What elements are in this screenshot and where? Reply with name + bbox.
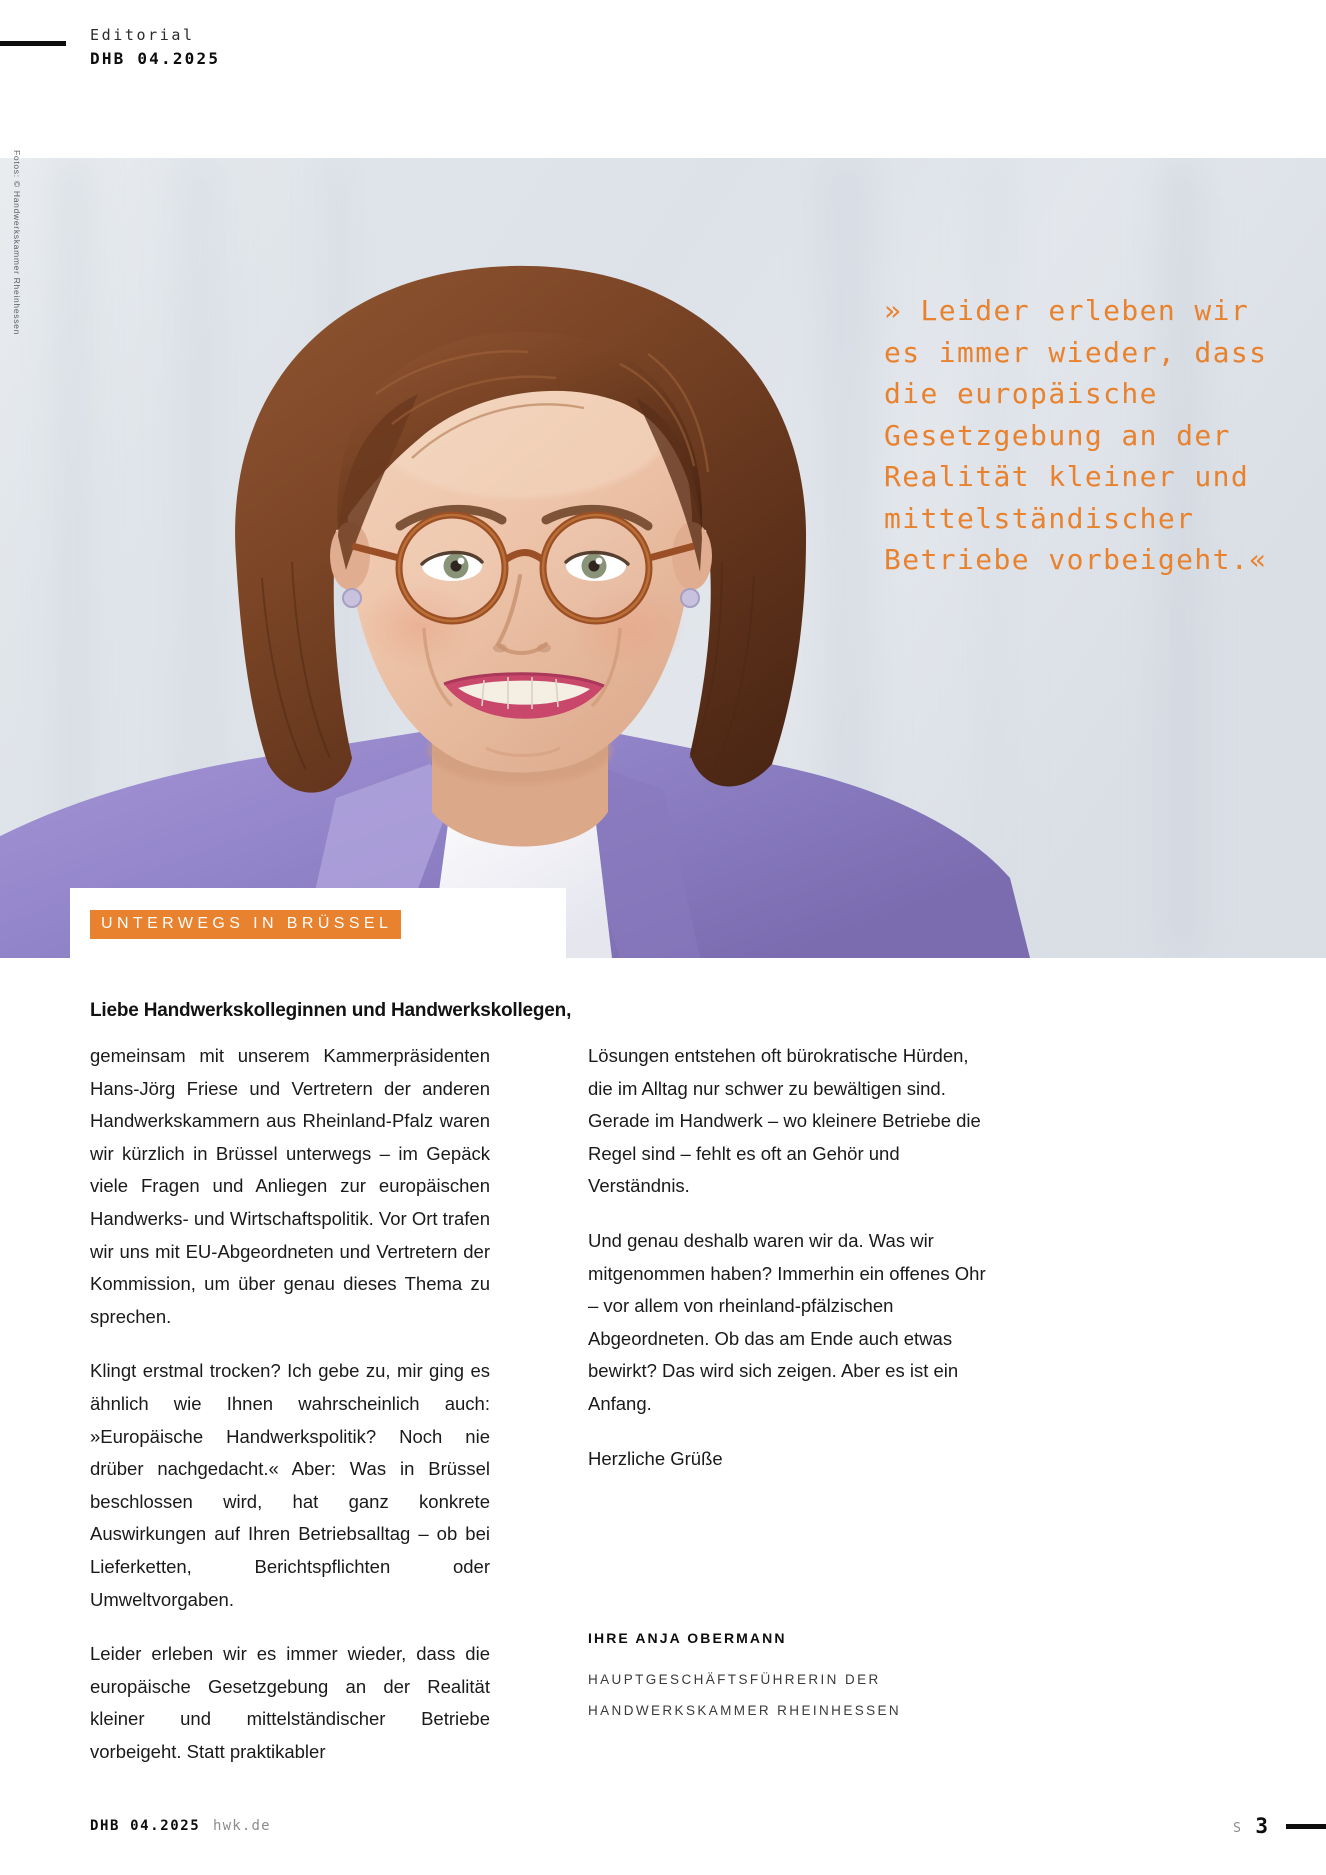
paragraph: Herzliche Grüße — [588, 1447, 723, 1469]
signature-role-line-2: HANDWERKSKAMMER RHEINHESSEN — [588, 1703, 902, 1718]
paragraph: Lösungen entstehen oft bürokratische Hürden, die im Alltag nur schwer zu bewältigen sind. Gerade im Handwerk – wo kleinere Betriebe die Regel sind – fehlt es oft an Gehör und Verständnis. — [588, 1045, 981, 1197]
photo-credit: Fotos: © Handwerkskammer Rheinhessen — [12, 150, 22, 335]
pull-quote: » Leider erleben wir es immer wieder, dass die europäische Gesetzgebung an der Realität kleiner und mittelständischer Betriebe vorbeigeht.« — [884, 294, 1268, 576]
article-column-right — [588, 1040, 990, 1497]
header-rule — [0, 41, 66, 46]
footer-issue: DHB 04.2025 — [90, 1818, 201, 1834]
paragraph: Klingt erstmal trocken? Ich gebe zu, mir ging es ähnlich wie Ihnen wahrscheinlich auch: »Europäische Handwerkspolitik? Noch nie drüber nachgedacht.« Aber: Was in Brüssel beschlossen wird, hat ganz konkrete Auswirkungen auf Ihren Betriebsalltag – ob bei Lieferketten, Berichtspflichten oder Umweltvorgaben. — [90, 1360, 490, 1610]
article-column-left — [90, 1040, 490, 1790]
paragraph: gemeinsam mit unserem Kammerpräsidenten Hans-Jörg Friese und Vertretern der anderen Handwerkskammern aus Rheinland-Pfalz waren wir kürzlich in Brüssel unterwegs – im Gepäck viele Fragen und Anliegen zur europäischen Handwerks- und Wirtschaftspolitik. Vor Ort trafen wir uns mit EU-Abgeordneten und Vertretern der Kommission, um über genau dieses Thema zu sprechen. — [90, 1045, 490, 1327]
footer-page-label: S — [1233, 1821, 1242, 1836]
page-issue: DHB 04.2025 — [90, 49, 221, 68]
article-lede: Liebe Handwerkskolleginnen und Handwerkskollegen, — [90, 1000, 572, 1021]
footer-rule — [1286, 1824, 1326, 1829]
signature-name: IHRE ANJA OBERMANN — [588, 1630, 787, 1646]
footer-website: hwk.de — [213, 1818, 271, 1834]
footer-page-number: 3 — [1255, 1814, 1268, 1838]
section-badge: UNTERWEGS IN BRÜSSEL — [90, 910, 401, 939]
page-kicker: Editorial — [90, 26, 195, 44]
signature-role-line-1: HAUPTGESCHÄFTSFÜHRERIN DER — [588, 1672, 881, 1687]
paragraph: Leider erleben wir es immer wieder, dass die europäische Gesetzgebung an der Realität kleiner und mittelständischer Betriebe vorbeigeht. Statt praktikabler — [90, 1643, 490, 1762]
paragraph: Und genau deshalb waren wir da. Was wir mitgenommen haben? Immerhin ein offenes Ohr – vor allem von rheinland-pfälzischen Abgeordneten. Ob das am Ende auch etwas bewirkt? Das wird sich zeigen. Aber es ist ein Anfang. — [588, 1229, 986, 1414]
signature-block — [588, 1630, 901, 1726]
